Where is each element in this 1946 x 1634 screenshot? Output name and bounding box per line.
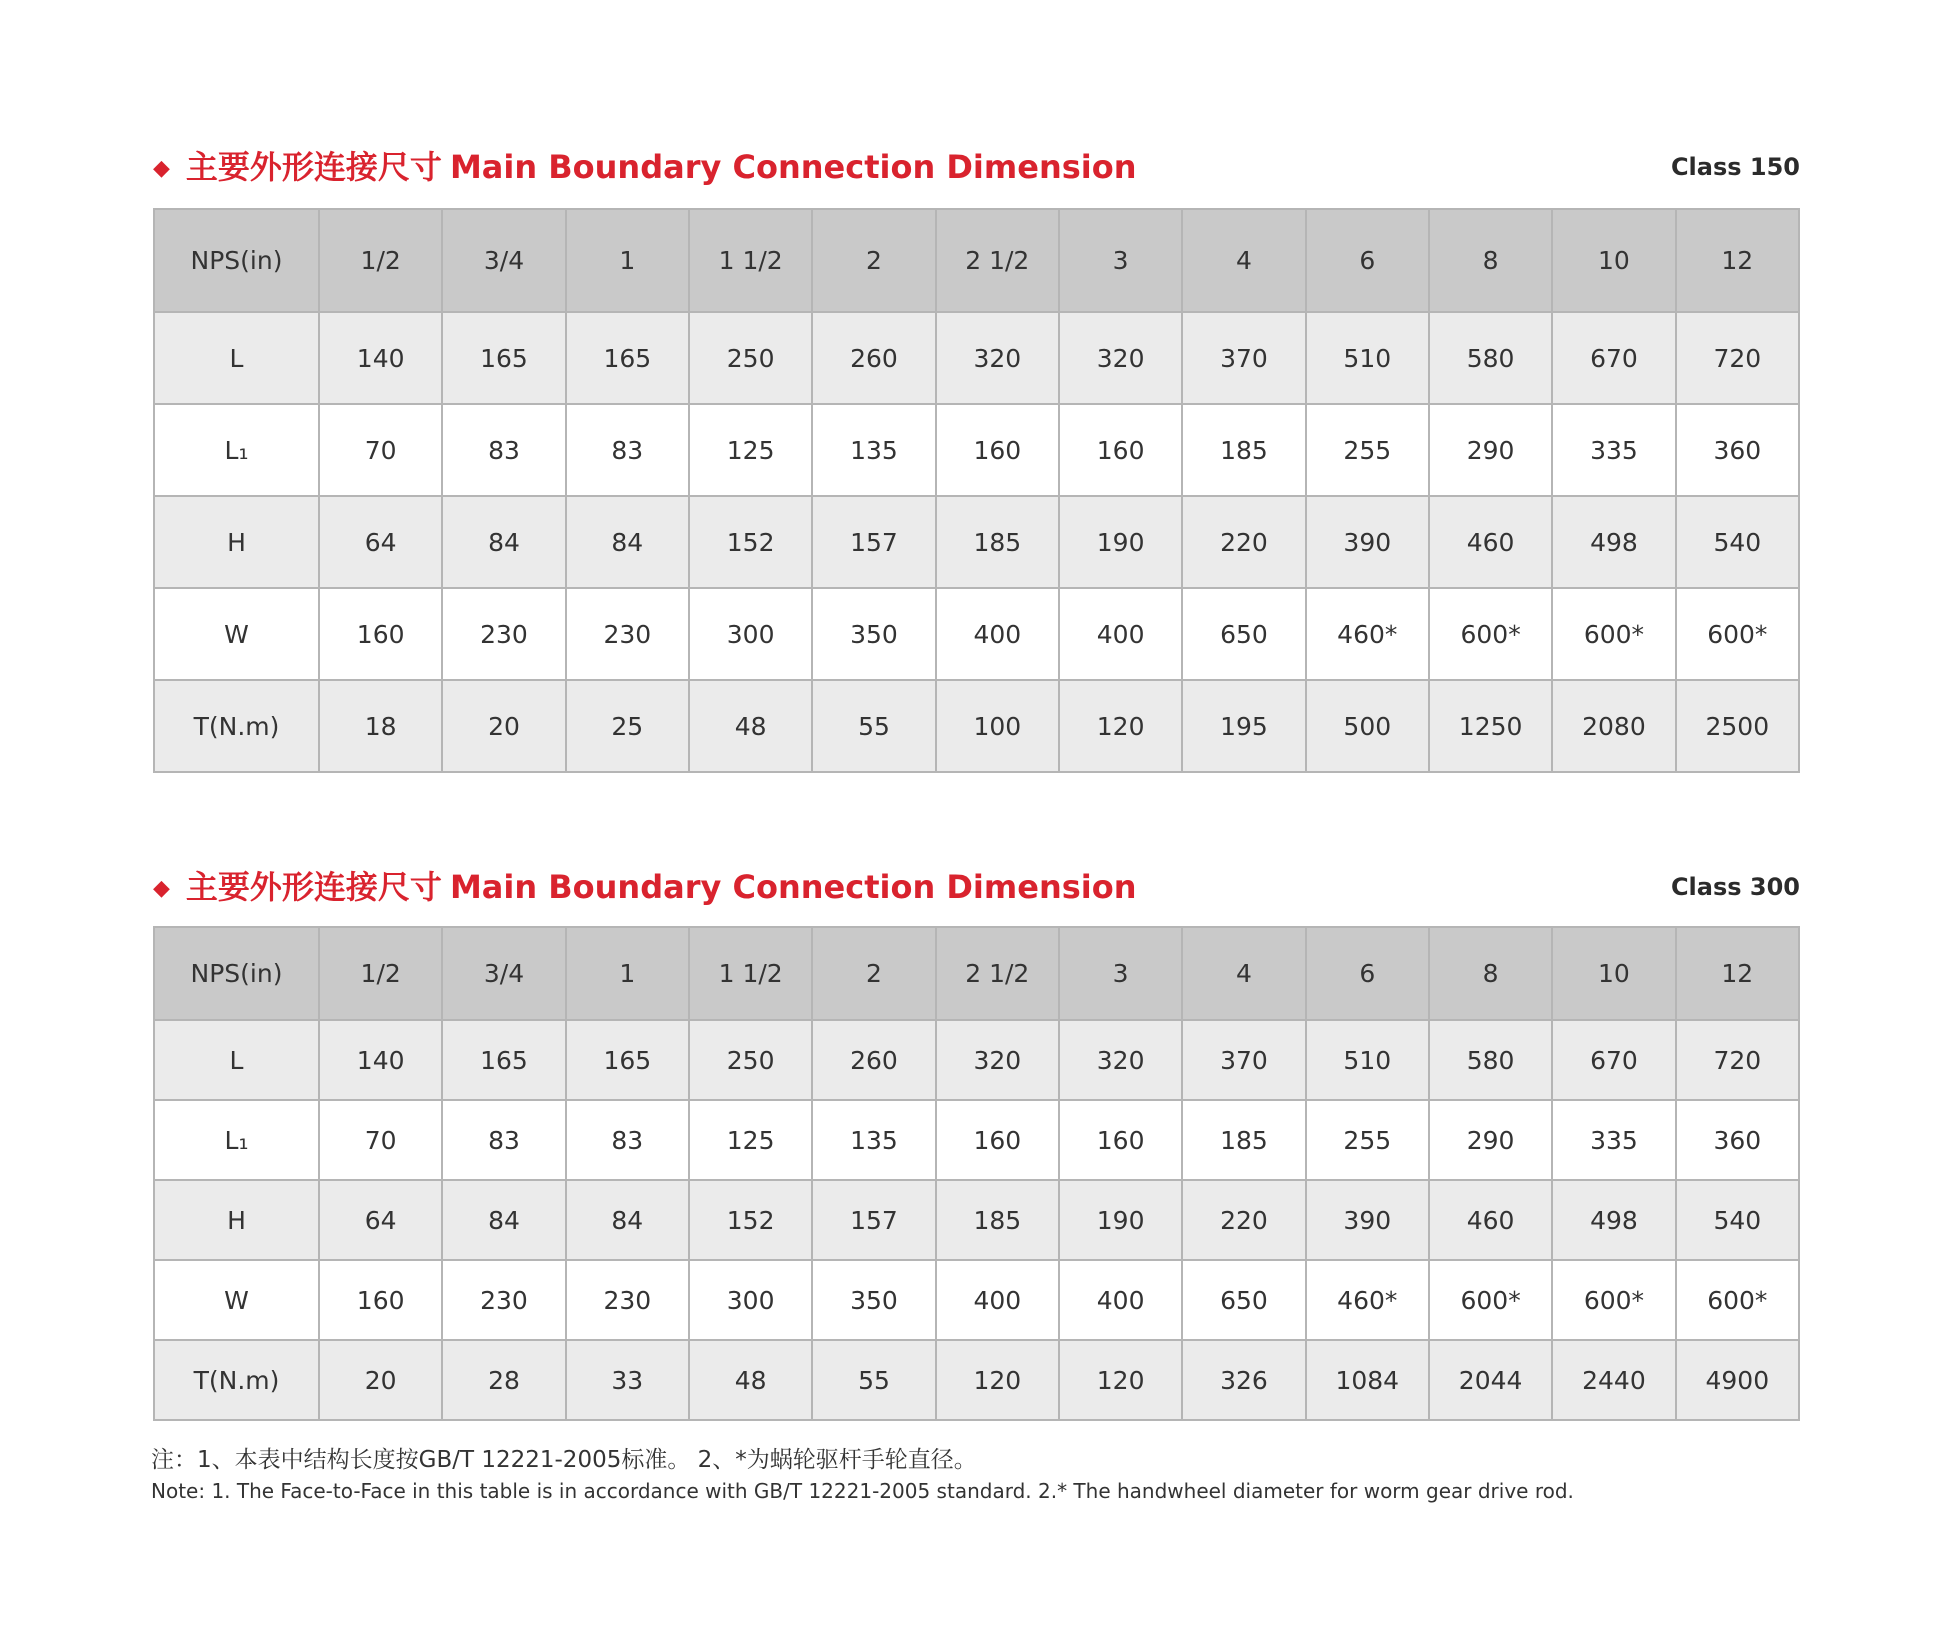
dimension-table-class150	[153, 208, 1800, 773]
table-cell: 400	[1059, 588, 1182, 680]
table-cell: 498	[1552, 1180, 1675, 1260]
nps-header-cell: 12	[1676, 209, 1799, 312]
table-cell: 580	[1429, 1020, 1552, 1100]
row-label: NPS(in)	[154, 209, 319, 312]
table-cell: 230	[442, 1260, 565, 1340]
table-cell: 350	[812, 1260, 935, 1340]
table-cell: 100	[936, 680, 1059, 772]
footnotes	[151, 1444, 1811, 1506]
table-cell: 460	[1429, 496, 1552, 588]
table-cell: 670	[1552, 1020, 1675, 1100]
table-cell: 83	[442, 1100, 565, 1180]
table-cell: 510	[1306, 312, 1429, 404]
table-cell: 55	[812, 1340, 935, 1420]
table-cell: 650	[1182, 588, 1305, 680]
table-cell: 1250	[1429, 680, 1552, 772]
table-cell: 190	[1059, 1180, 1182, 1260]
nps-header-cell: 1 1/2	[689, 927, 812, 1020]
table-cell: 250	[689, 312, 812, 404]
table-cell: 140	[319, 312, 442, 404]
table-cell: 55	[812, 680, 935, 772]
table-cell: 720	[1676, 312, 1799, 404]
table-cell: 650	[1182, 1260, 1305, 1340]
table-cell: 335	[1552, 404, 1675, 496]
table-cell: 326	[1182, 1340, 1305, 1420]
table-row	[154, 588, 1799, 680]
table-cell: 320	[936, 312, 1059, 404]
table-cell: 2080	[1552, 680, 1675, 772]
table-cell: 460*	[1306, 588, 1429, 680]
table-cell: 64	[319, 496, 442, 588]
diamond-bullet-icon: ◆	[153, 876, 170, 901]
table-cell: 160	[319, 1260, 442, 1340]
nps-header-cell: 10	[1552, 209, 1675, 312]
table-row	[154, 1260, 1799, 1340]
table-cell: 84	[566, 1180, 689, 1260]
table-cell: 260	[812, 1020, 935, 1100]
nps-header-cell: 3/4	[442, 209, 565, 312]
nps-header-cell: 2	[812, 209, 935, 312]
table-cell: 2500	[1676, 680, 1799, 772]
table-row	[154, 1100, 1799, 1180]
nps-header-cell: 4	[1182, 927, 1305, 1020]
table-cell: 498	[1552, 496, 1675, 588]
table-cell: 255	[1306, 404, 1429, 496]
nps-header-cell: 1/2	[319, 927, 442, 1020]
table-cell: 185	[1182, 404, 1305, 496]
table-cell: 135	[812, 1100, 935, 1180]
table-cell: 300	[689, 1260, 812, 1340]
row-label: W	[154, 1260, 319, 1340]
table-row	[154, 404, 1799, 496]
row-label: H	[154, 496, 319, 588]
table-cell: 84	[442, 1180, 565, 1260]
table-cell: 2440	[1552, 1340, 1675, 1420]
class150-section	[153, 142, 1800, 741]
diamond-bullet-icon: ◆	[153, 156, 170, 181]
table-cell: 165	[566, 312, 689, 404]
table-cell: 540	[1676, 1180, 1799, 1260]
table-row	[154, 1180, 1799, 1260]
table-cell: 120	[936, 1340, 1059, 1420]
table-cell: 390	[1306, 496, 1429, 588]
table-cell: 460*	[1306, 1260, 1429, 1340]
title-cn: 主要外形连接尺寸	[185, 868, 442, 906]
table-cell: 160	[936, 404, 1059, 496]
table-row	[154, 1340, 1799, 1420]
table-cell: 64	[319, 1180, 442, 1260]
table-cell: 220	[1182, 496, 1305, 588]
table-cell: 83	[442, 404, 565, 496]
table-cell: 70	[319, 1100, 442, 1180]
nps-header-cell: 4	[1182, 209, 1305, 312]
table-cell: 390	[1306, 1180, 1429, 1260]
table-cell: 260	[812, 312, 935, 404]
row-label: L₁	[154, 404, 319, 496]
class300-section	[153, 862, 1800, 1395]
row-label: L	[154, 1020, 319, 1100]
table-cell: 400	[936, 1260, 1059, 1340]
table-cell: 230	[442, 588, 565, 680]
table-cell: 370	[1182, 312, 1305, 404]
table-cell: 120	[1059, 1340, 1182, 1420]
table-cell: 460	[1429, 1180, 1552, 1260]
table-cell: 335	[1552, 1100, 1675, 1180]
table-cell: 83	[566, 404, 689, 496]
table-cell: 360	[1676, 1100, 1799, 1180]
table-cell: 165	[442, 1020, 565, 1100]
row-label: L	[154, 312, 319, 404]
table-cell: 320	[1059, 1020, 1182, 1100]
table-cell: 84	[566, 496, 689, 588]
note-english: Note: 1. The Face-to-Face in this table is in accordance with GB/T 12221-2005 standard. 2.* The handwheel diameter for worm gear drive rod.	[151, 1479, 1574, 1503]
nps-header-cell: 1	[566, 927, 689, 1020]
table-cell: 600*	[1552, 588, 1675, 680]
table-cell: 4900	[1676, 1340, 1799, 1420]
table-cell: 160	[1059, 404, 1182, 496]
table-cell: 320	[1059, 312, 1182, 404]
table-header-row	[154, 927, 1799, 1020]
table-cell: 120	[1059, 680, 1182, 772]
table-cell: 48	[689, 680, 812, 772]
table-cell: 600*	[1429, 588, 1552, 680]
table-cell: 600*	[1552, 1260, 1675, 1340]
table-cell: 230	[566, 1260, 689, 1340]
note-chinese: 注：1、本表中结构长度按GB/T 12221-2005标准。 2、*为蜗轮驱杆手轮直径。	[151, 1447, 977, 1473]
nps-header-cell: 6	[1306, 927, 1429, 1020]
table-cell: 160	[936, 1100, 1059, 1180]
dimension-table-class300	[153, 926, 1800, 1421]
table-cell: 300	[689, 588, 812, 680]
table-cell: 157	[812, 496, 935, 588]
table-cell: 510	[1306, 1020, 1429, 1100]
table-cell: 140	[319, 1020, 442, 1100]
nps-header-cell: 3	[1059, 209, 1182, 312]
table-cell: 320	[936, 1020, 1059, 1100]
nps-header-cell: 3	[1059, 927, 1182, 1020]
section-title	[153, 142, 1137, 194]
nps-header-cell: 1 1/2	[689, 209, 812, 312]
table-cell: 152	[689, 1180, 812, 1260]
table-cell: 83	[566, 1100, 689, 1180]
nps-header-cell: 8	[1429, 209, 1552, 312]
table-cell: 20	[319, 1340, 442, 1420]
nps-header-cell: 1	[566, 209, 689, 312]
table-cell: 185	[936, 496, 1059, 588]
table-cell: 580	[1429, 312, 1552, 404]
table-cell: 18	[319, 680, 442, 772]
table-cell: 1084	[1306, 1340, 1429, 1420]
table-cell: 2044	[1429, 1340, 1552, 1420]
table-cell: 160	[319, 588, 442, 680]
nps-header-cell: 3/4	[442, 927, 565, 1020]
title-cn: 主要外形连接尺寸	[185, 148, 442, 186]
table-header-row	[154, 209, 1799, 312]
table-row	[154, 680, 1799, 772]
section-header	[153, 862, 1800, 912]
nps-header-cell: 6	[1306, 209, 1429, 312]
table-cell: 360	[1676, 404, 1799, 496]
class-label: Class 150	[1670, 153, 1800, 181]
table-cell: 250	[689, 1020, 812, 1100]
table-cell: 190	[1059, 496, 1182, 588]
table-cell: 670	[1552, 312, 1675, 404]
table-cell: 290	[1429, 404, 1552, 496]
table-cell: 48	[689, 1340, 812, 1420]
row-label: T(N.m)	[154, 680, 319, 772]
table-cell: 230	[566, 588, 689, 680]
table-cell: 540	[1676, 496, 1799, 588]
table-cell: 720	[1676, 1020, 1799, 1100]
nps-header-cell: 10	[1552, 927, 1675, 1020]
table-cell: 500	[1306, 680, 1429, 772]
table-cell: 195	[1182, 680, 1305, 772]
table-row	[154, 1020, 1799, 1100]
table-cell: 350	[812, 588, 935, 680]
row-label: H	[154, 1180, 319, 1260]
nps-header-cell: 8	[1429, 927, 1552, 1020]
row-label: W	[154, 588, 319, 680]
table-cell: 600*	[1676, 1260, 1799, 1340]
table-cell: 20	[442, 680, 565, 772]
table-cell: 125	[689, 1100, 812, 1180]
row-label: L₁	[154, 1100, 319, 1180]
table-cell: 152	[689, 496, 812, 588]
table-cell: 370	[1182, 1020, 1305, 1100]
nps-header-cell: 1/2	[319, 209, 442, 312]
table-cell: 125	[689, 404, 812, 496]
table-cell: 400	[1059, 1260, 1182, 1340]
nps-header-cell: 2	[812, 927, 935, 1020]
table-cell: 220	[1182, 1180, 1305, 1260]
table-cell: 157	[812, 1180, 935, 1260]
table-cell: 33	[566, 1340, 689, 1420]
table-cell: 600*	[1676, 588, 1799, 680]
table-cell: 28	[442, 1340, 565, 1420]
table-cell: 185	[1182, 1100, 1305, 1180]
title-en: Main Boundary Connection Dimension	[449, 868, 1137, 906]
table-cell: 290	[1429, 1100, 1552, 1180]
row-label: NPS(in)	[154, 927, 319, 1020]
row-label: T(N.m)	[154, 1340, 319, 1420]
table-cell: 160	[1059, 1100, 1182, 1180]
table-cell: 185	[936, 1180, 1059, 1260]
class-label: Class 300	[1670, 873, 1800, 901]
nps-header-cell: 2 1/2	[936, 209, 1059, 312]
table-cell: 600*	[1429, 1260, 1552, 1340]
table-cell: 135	[812, 404, 935, 496]
table-cell: 400	[936, 588, 1059, 680]
table-cell: 84	[442, 496, 565, 588]
nps-header-cell: 12	[1676, 927, 1799, 1020]
section-header	[153, 142, 1800, 192]
table-cell: 25	[566, 680, 689, 772]
table-cell: 70	[319, 404, 442, 496]
section-title	[153, 862, 1137, 914]
table-row	[154, 312, 1799, 404]
nps-header-cell: 2 1/2	[936, 927, 1059, 1020]
table-cell: 165	[442, 312, 565, 404]
title-en: Main Boundary Connection Dimension	[449, 148, 1137, 186]
table-cell: 255	[1306, 1100, 1429, 1180]
table-row	[154, 496, 1799, 588]
table-cell: 165	[566, 1020, 689, 1100]
